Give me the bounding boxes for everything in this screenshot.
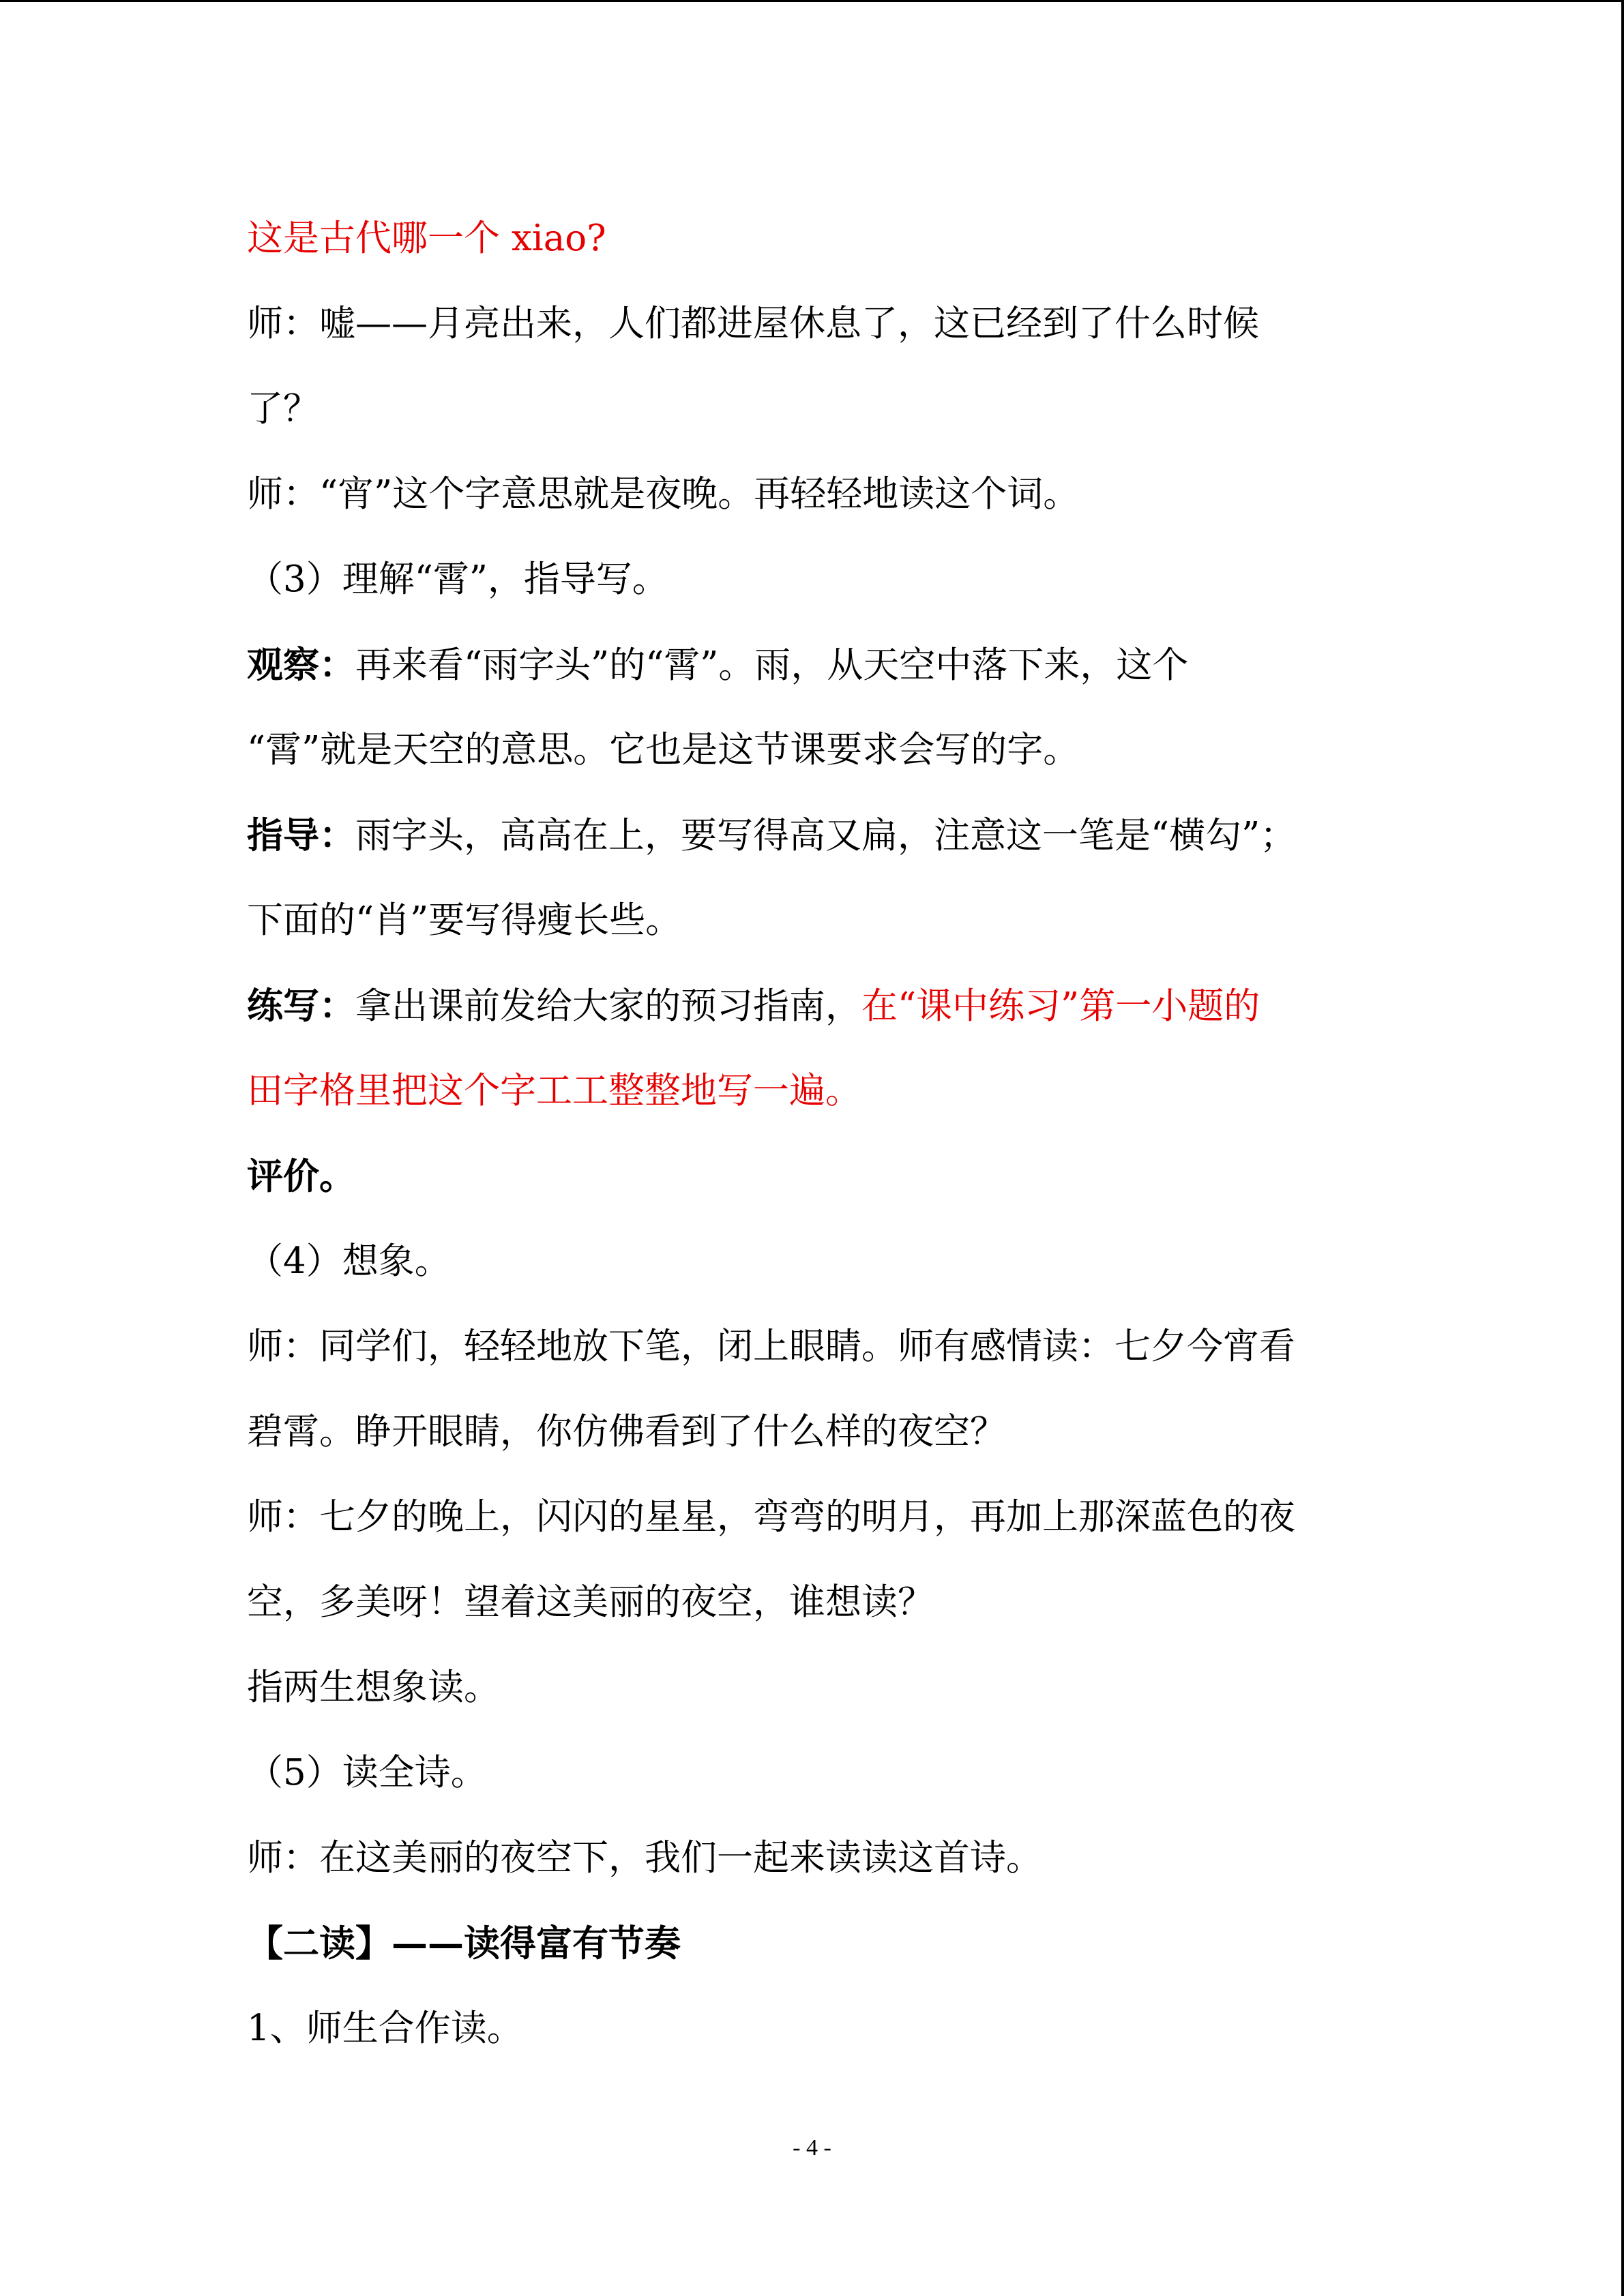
bold-label: 观察： [247, 644, 355, 686]
text-line [247, 1405, 1006, 1459]
text-segment: 雨字头，高高在上，要写得高又扁，注意这一笔是“横勾”； [355, 815, 1297, 856]
text-line [247, 723, 1079, 777]
text-line [247, 382, 319, 436]
text-segment: “霄”就是天空的意思。它也是这节课要求会写的字。 [247, 729, 1080, 771]
text-line [247, 979, 1260, 1033]
highlighted-text: 在“课中练习”第一小题的 [861, 985, 1260, 1027]
bold-label: 评价。 [247, 1155, 355, 1197]
text-line [247, 1064, 861, 1118]
text-line [247, 1234, 451, 1289]
text-line [247, 1575, 934, 1630]
text-segment: （5）读全诗。 [247, 1752, 487, 1793]
text-segment: （3）理解“霄”，指导写。 [247, 558, 668, 600]
text-line [247, 808, 1296, 863]
text-line [247, 893, 681, 948]
text-line [247, 2001, 523, 2056]
page-number: - 4 - [793, 2135, 831, 2160]
text-line [247, 467, 1079, 522]
text-line [247, 211, 606, 266]
text-line [247, 1149, 355, 1204]
text-line [247, 638, 1188, 692]
text-segment: 指两生想象读。 [247, 1667, 500, 1708]
text-segment: 师：同学们，轻轻地放下笔，闭上眼睛。师有感情读：七夕今宵看 [247, 1326, 1295, 1367]
text-segment: 师：嘘——月亮出来，人们都进屋休息了，这已经到了什么时候 [247, 303, 1259, 344]
highlighted-text: 田字格里把这个字工工整整地写一遍。 [247, 1070, 861, 1112]
bold-label: 【二读】——读得富有节奏 [247, 1922, 681, 1965]
text-line [247, 552, 668, 607]
bold-label: 练写： [247, 985, 355, 1027]
text-line [247, 1320, 1295, 1374]
text-segment: 师：“宵”这个字意思就是夜晚。再轻轻地读这个词。 [247, 473, 1080, 515]
text-line [247, 1490, 1295, 1545]
text-line [247, 1916, 681, 1971]
highlighted-text: 这是古代哪一个 xiao? [247, 218, 606, 259]
text-segment: 碧霄。睁开眼睛，你仿佛看到了什么样的夜空？ [247, 1411, 1006, 1452]
text-segment: 空，多美呀！望着这美丽的夜空，谁想读？ [247, 1581, 934, 1623]
page-top-border [0, 0, 1624, 2]
text-segment: 师：七夕的晚上，闪闪的星星，弯弯的明月，再加上那深蓝色的夜 [247, 1496, 1295, 1538]
text-line [247, 1746, 487, 1800]
text-line [247, 1660, 500, 1715]
page-right-border [1621, 0, 1624, 2296]
text-segment: 1、师生合作读。 [247, 2008, 523, 2049]
text-segment: （4）想象。 [247, 1240, 451, 1282]
bold-label: 指导： [247, 814, 355, 856]
text-segment: 再来看“雨字头”的“霄”。雨，从天空中落下来，这个 [355, 644, 1189, 686]
text-line [247, 297, 1259, 351]
text-segment: 下面的“肖”要写得瘦长些。 [247, 899, 682, 941]
text-line [247, 1831, 1042, 1885]
text-segment: 师：在这美丽的夜空下，我们一起来读读这首诗。 [247, 1837, 1042, 1879]
text-segment: 拿出课前发给大家的预习指南， [355, 985, 861, 1027]
text-segment: 了？ [247, 388, 319, 430]
